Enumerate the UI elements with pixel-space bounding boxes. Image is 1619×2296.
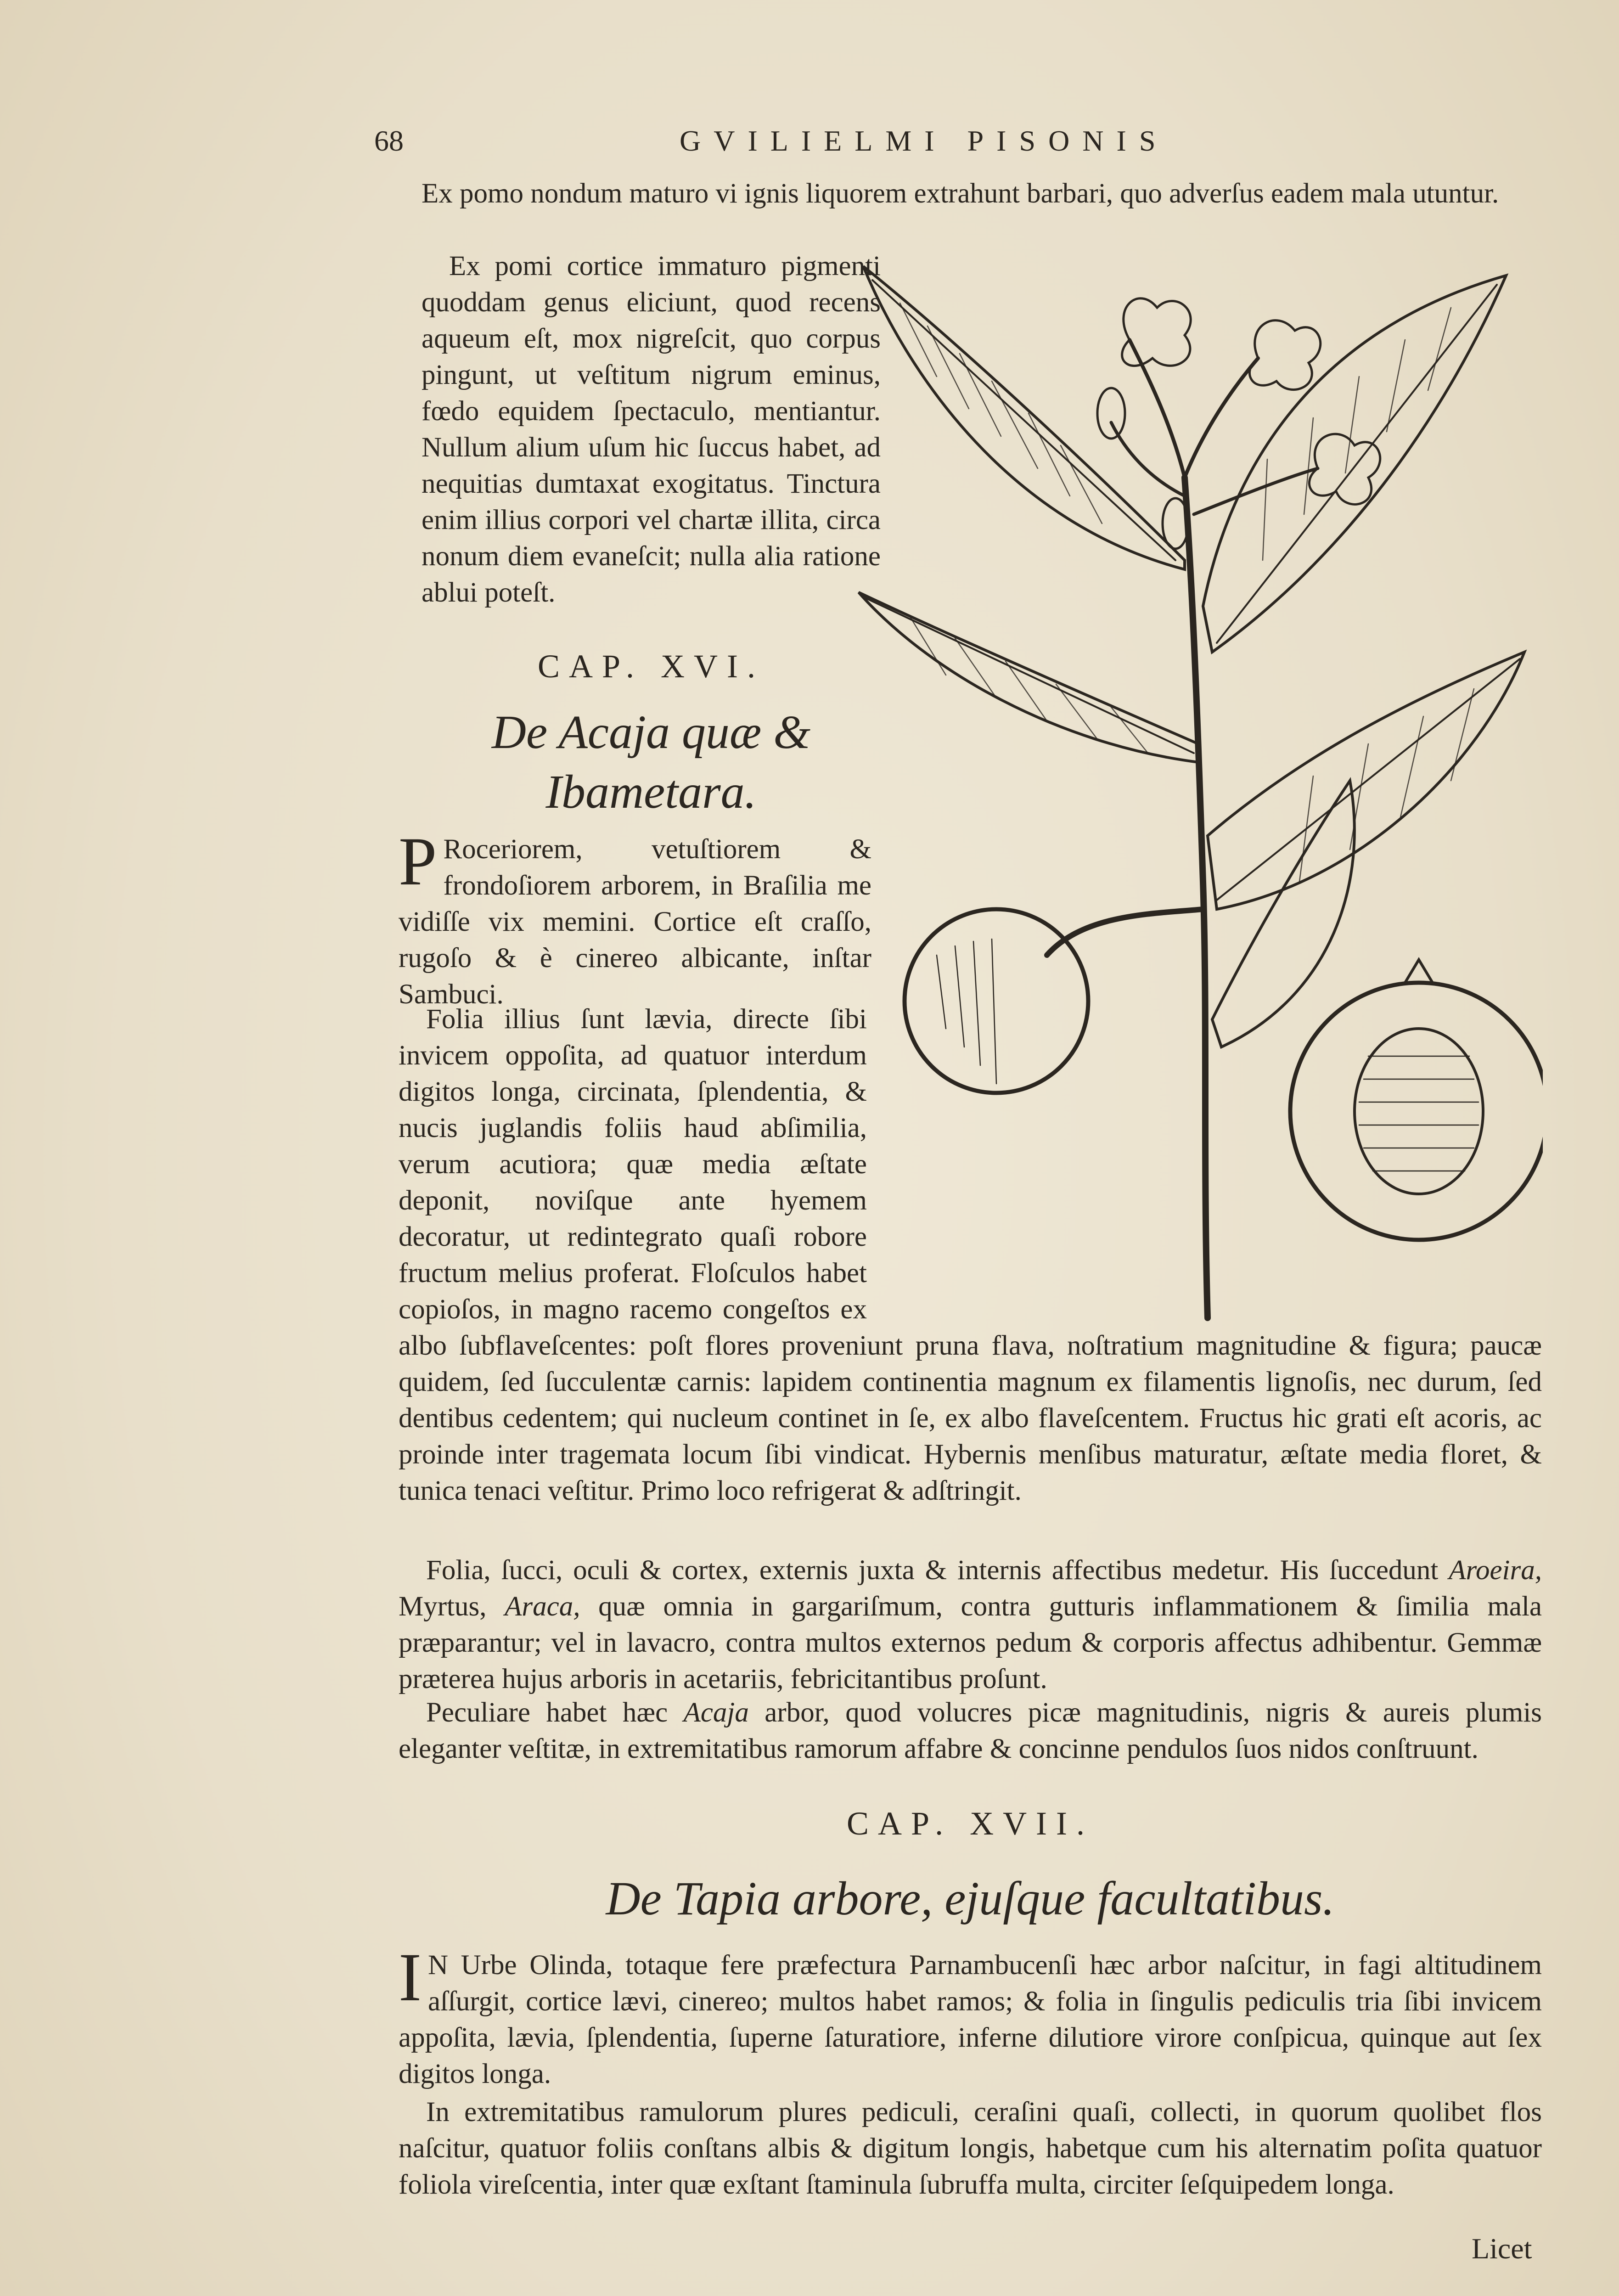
flower-cluster: [1097, 298, 1380, 549]
intro-paragraph-2: Ex pomi cortice immaturo pigmenti quoddam genus eliciunt, quod recens aqueum eſt, mox nigreſcit, quo corpus pingunt, ut veſtitum nigrum eminus, fœdo equidem ſpectaculo, mentiantur. Nullum alium uſum hic ſuccus habet, ad nequitias dumtaxat exogitatus. Tinctura enim illius corpori vel chartæ illita, circa nonum diem evaneſcit; nulla alia ratione ablui poteſt.: [422, 251, 881, 608]
chapter-17-paragraph-2: In extremitatibus ramulorum plures pediculi, ceraſini quaſi, collecti, in quorum quolibet flos naſcitur, quatuor foliis conſtans albis & digitum longis, habetque cum his alternatim poſita quatuor foliola vireſcentia, inter quæ exſtant ſtaminula ſubruffa multa, circiter ſeſquipedem longa.: [399, 2097, 1542, 2200]
chapter-17-paragraph-1: I N Urbe Olinda, totaque fere præfectura Parnambucenſi hæc arbor naſcitur, in fagi altitudinem aſſurgit, cortice lævi, cinereo; multos habet ramos; & folia in ſingulis pediculis tria ſibi invicem appoſita, lævia, ſplendentia, ſuperne ſaturatiore, inferne dilutiore virore conſpicua, quinque aut ſex digitos longa.: [399, 1939, 1542, 2089]
intro-paragraph-1: Ex pomo nondum maturo vi ignis liquorem extrahunt barbari, quo adverſus eadem mala utuntur.: [422, 178, 1499, 209]
chapter-16-title-line-2: Ibametara.: [545, 765, 757, 818]
leaf-hatching: [900, 303, 1474, 882]
chapter-16-paragraph-1: P Roceriorem, vetuſtiorem & frondoſiorem arborem, in Braſilia me vidiſſe vix memini. Cortice eſt craſſo, rugoſo & è cinereo albicante, inſtar Sambuci.: [399, 823, 871, 1010]
fruit-stone: [1355, 1029, 1483, 1194]
term-acaja: Acaja: [683, 1697, 749, 1728]
fruit-hatching: [937, 939, 996, 1084]
running-title: GVILIELMI PISONIS: [680, 124, 1169, 157]
chapter-17-title: De Tapia arbore, ejuſque facultatibus.: [606, 1872, 1335, 1925]
drop-cap-p: P: [399, 823, 437, 900]
acaja-fruit: [905, 909, 1088, 1093]
leaf-lower-right: [1212, 781, 1355, 1047]
chapter-16-title-line-1: De Acaja quæ &: [491, 706, 811, 759]
chapter-16-title: [422, 703, 881, 822]
term-aroeira: Aroeira,: [1449, 1555, 1542, 1586]
catchword: Licet: [1472, 2232, 1532, 2265]
chapter-16-paragraph-4: Peculiare habet hæc Acaja arbor, quod volucres picæ magnitudinis, nigris & aureis plumis eleganter veſtitæ, in extremitatibus ramorum affabre & concinne pendulos ſuos nidos conſtruunt.: [399, 1697, 1542, 1764]
chapter-16-heading: CAP. XVI.: [537, 648, 765, 685]
woodcut-illustration: [854, 239, 1543, 1332]
chapter-16-paragraph-2: Folia illius ſunt lævia, directe ſibi invicem oppoſita, ad quatuor interdum digitos longa, circinata, ſplendentia, & nucis juglandis foliis haud abſimilia, verum acutiora; quæ media æſtate deponit, noviſque ante hyemem decoratur, ut redintegrato quaſi robore fructum melius proferat. Floſculos habet copioſos, in magno racemo congeſtos ex albo ſubflaveſcentes: poſt flores proveniunt pruna flava, noſtratium magnitudine & figura; paucæ quidem, ſed ſucculentæ carnis: lapidem continentia magnum ex filamentis lignoſis, nec durum, ſed dentibus cedentem; qui nucleum continet in ſe, ex albo flaveſcentem. Fructus hic grati eſt acoris, ac proinde inter tragemata locum ſibi vindicat. Hybernis menſibus maturatur, æſtate media floret, & tunica tenaci veſtitur. Primo loco refrigerat & adſtringit.: [399, 1001, 1542, 1552]
flower-stalk: [1130, 340, 1185, 478]
chapter-16-paragraph-3: Folia, ſucci, oculi & cortex, externis juxta & internis affectibus medetur. His ſuccedunt Aroeira, Myrtus, Araca, quæ omnia in gargariſmum, contra gutturis inflammationem & ſimilia mala præparantur; vel in lavacro, contra multos externos pedum & corporis affectus adhibentur. Gemmæ præterea hujus arboris in acetariis, febricitantibus proſunt.: [399, 1555, 1542, 1694]
term-araca: Araca,: [505, 1591, 580, 1622]
drop-cap-i: I: [399, 1939, 422, 2015]
page-number: 68: [374, 124, 404, 157]
cut-fruit-section: [1290, 983, 1543, 1240]
chapter-17-heading: CAP. XVII.: [846, 1805, 1094, 1842]
